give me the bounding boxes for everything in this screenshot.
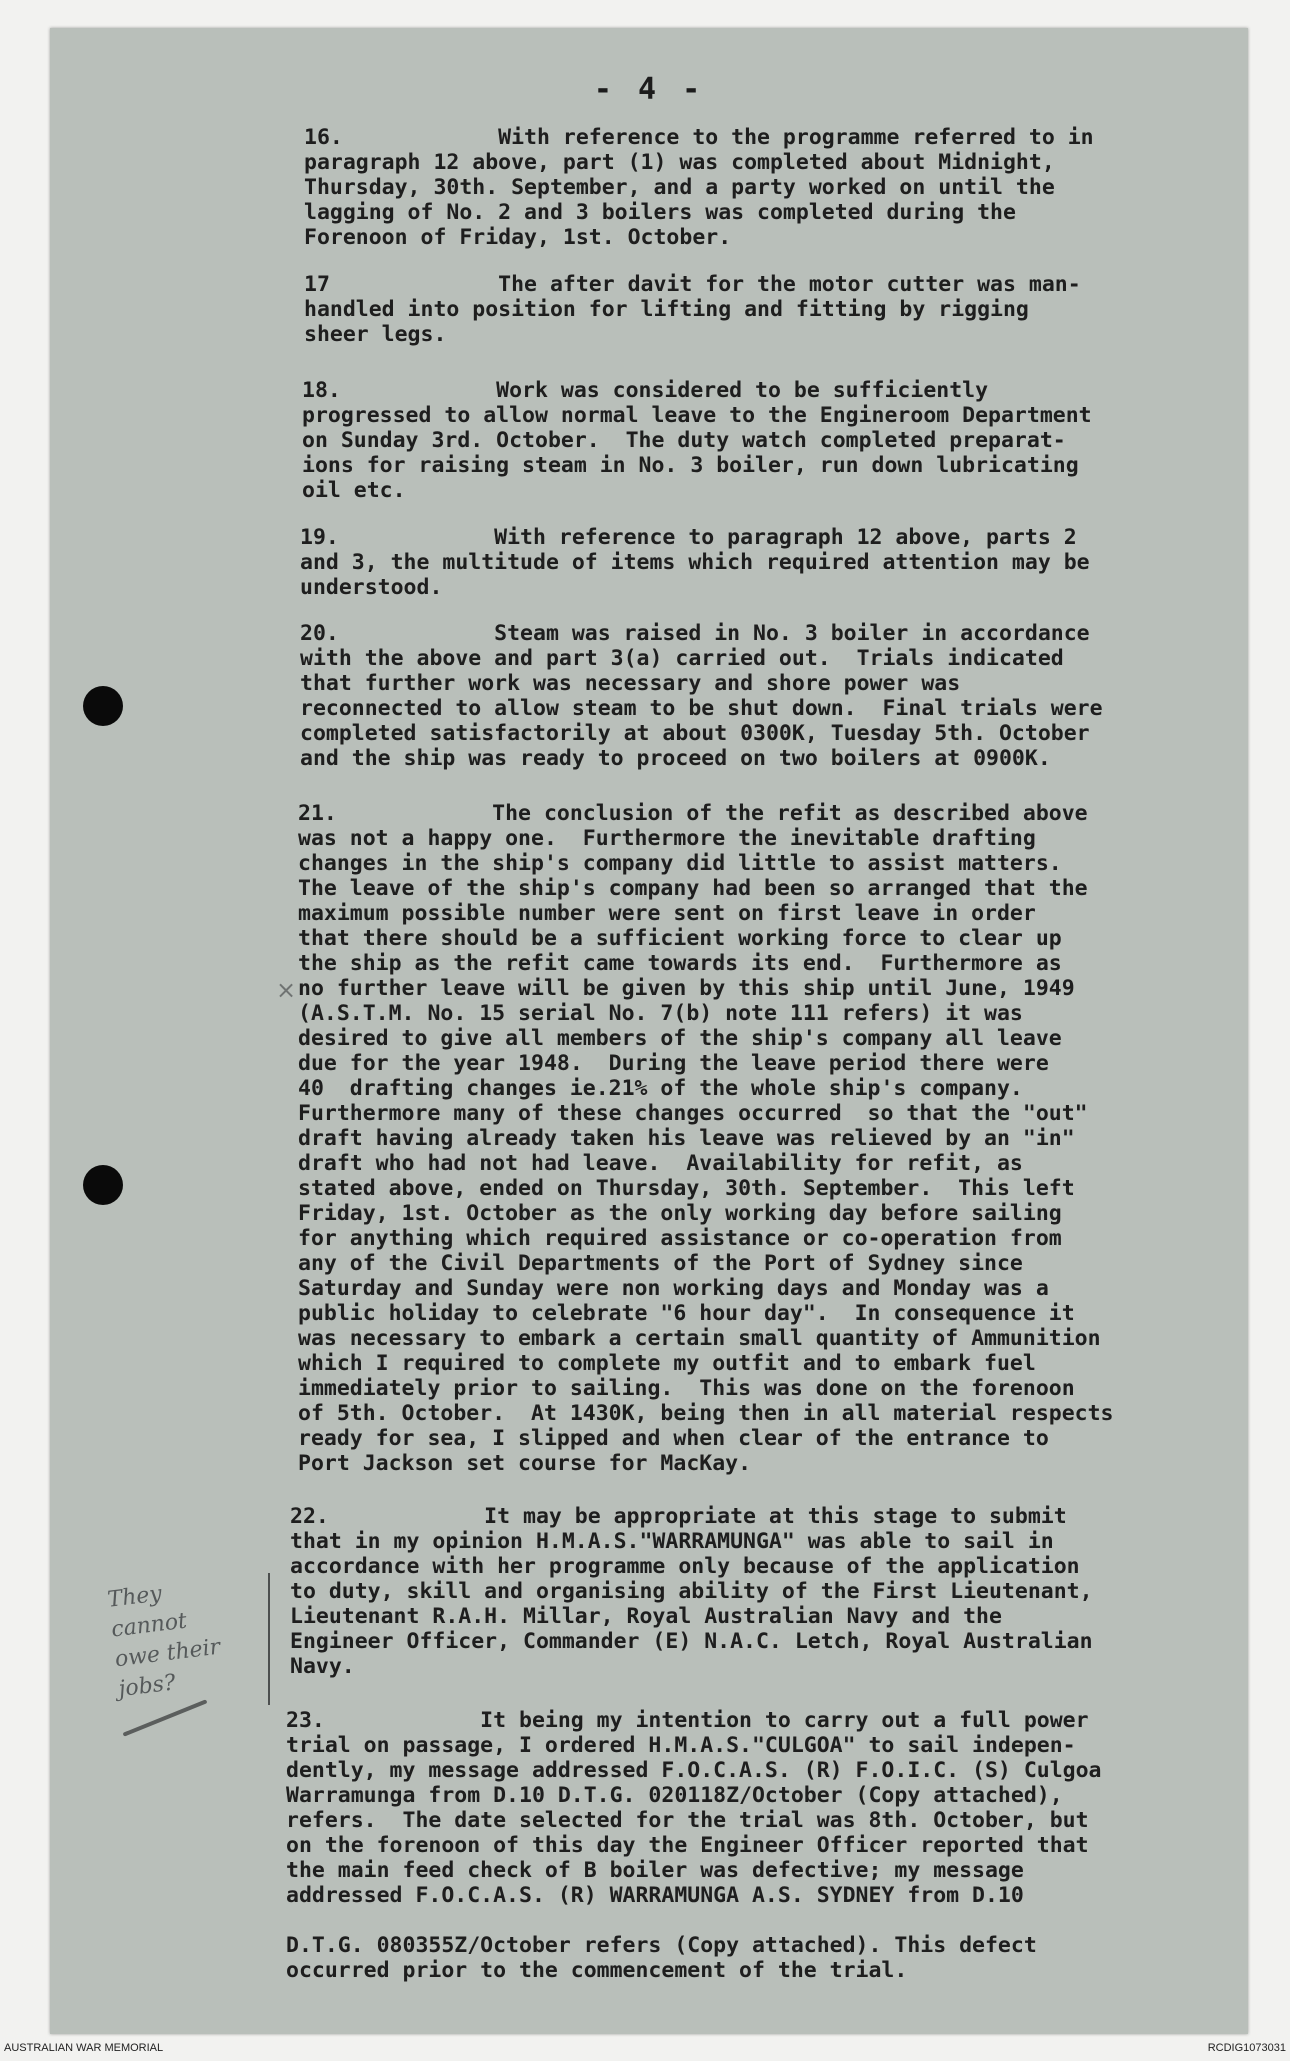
punch-hole-bottom [83, 1165, 123, 1205]
paragraph-19: 19. With reference to paragraph 12 above, parts 2 and 3, the multitude of items which required attention may be understood. [300, 525, 1090, 600]
paragraph-18: 18. Work was considered to be sufficiently progressed to allow normal leave to the Engineroom Department on Sunday 3rd. October. The duty watch completed preparat- ions for raising steam in No. 3 boiler, run down lubricating oil etc. [302, 378, 1092, 503]
document-page [50, 28, 1248, 2034]
pencil-x-mark: × [276, 976, 297, 1004]
margin-line-mark [268, 1573, 270, 1705]
paragraph-20: 20. Steam was raised in No. 3 boiler in accordance with the above and part 3(a) carried out. Trials indicated that further work was necessary and shore power was reconnected to allow steam to be shut down. Final trials were completed satisfactorily at about 0300K, Tuesday 5th. October and the ship was ready to proceed on two boilers at 0900K. [300, 621, 1103, 771]
paragraph-23: 23. It being my intention to carry out a full power trial on passage, I ordered H.M.A.S."CULGOA" to sail indepen- dently, my message addressed F.O.C.A.S. (R) F.O.I.C. (S) Culgoa Warramunga from D.10 D.T.G. 020118Z/October (Copy attached), refers. The date selected for the trial was 8th. October, but on the forenoon of this day the Engineer Officer reported that the main feed check of B boiler was defective; my message addressed F.O.C.A.S. (R) WARRAMUNGA A.S. SYDNEY from D.10 D.T.G. 080355Z/October refers (Copy attached). This defect occurred prior to the commencement of the trial. [286, 1708, 1102, 1983]
punch-hole-top [83, 686, 123, 726]
pencil-stroke-mark [123, 1699, 208, 1736]
paragraph-16: 16. With reference to the programme referred to in paragraph 12 above, part (1) was completed about Midnight, Thursday, 30th. September, and a party worked on until the lagging of No. 2 and 3 boilers was completed during the Forenoon of Friday, 1st. October. [304, 125, 1094, 250]
paragraph-21: 21. The conclusion of the refit as described above was not a happy one. Furthermore the inevitable drafting changes in the ship's company did little to assist matters. The leave of the ship's company had been so arranged that the maximum possible number were sent on first leave in order that there should be a sufficient working force to clear up the ship as the refit came towards its end. Furthermore as no further leave will be given by this ship until June, 1949 (A.S.T.M. No. 15 serial No. 7(b) note 111 refers) it was desired to give all members of the ship's company all leave due for the year 1948. During the leave period there were 40 drafting changes ie.21% of the whole ship's company. Furthermore many of these changes occurred so that the "out" draft having already taken his leave was relieved by an "in" draft who had not had leave. Availability for refit, as stated above, ended on Thursday, 30th. September. This left Friday, 1st. October as the only working day before sailing for anything which required assistance or co-operation from any of the Civil Departments of the Port of Sydney since Saturday and Sunday were non working days and Monday was a public holiday to celebrate "6 hour day". In consequence it was necessary to embark a certain small quantity of Ammunition which I required to complete my outfit and to embark fuel immediately prior to sailing. This was done on the forenoon of 5th. October. At 1430K, being then in all material respects ready for sea, I slipped and when clear of the entrance to Port Jackson set course for MacKay. [298, 801, 1114, 1476]
footer-record-id: RCDIG1073031 [1207, 2042, 1286, 2054]
footer-source: AUSTRALIAN WAR MEMORIAL [4, 2042, 164, 2054]
page-number: - 4 - [593, 72, 705, 107]
paragraph-22: 22. It may be appropriate at this stage to submit that in my opinion H.M.A.S."WARRAMUNGA" was able to sail in accordance with her programme only because of the application to duty, skill and organising ability of the First Lieutenant, Lieutenant R.A.H. Millar, Royal Australian Navy and the Engineer Officer, Commander (E) N.A.C. Letch, Royal Australian Navy. [290, 1504, 1093, 1679]
handwritten-margin-note: They cannot owe their jobs? [106, 1581, 222, 1703]
paragraph-17: 17 The after davit for the motor cutter was man- handled into position for lifting and fitting by rigging sheer legs. [304, 272, 1081, 347]
